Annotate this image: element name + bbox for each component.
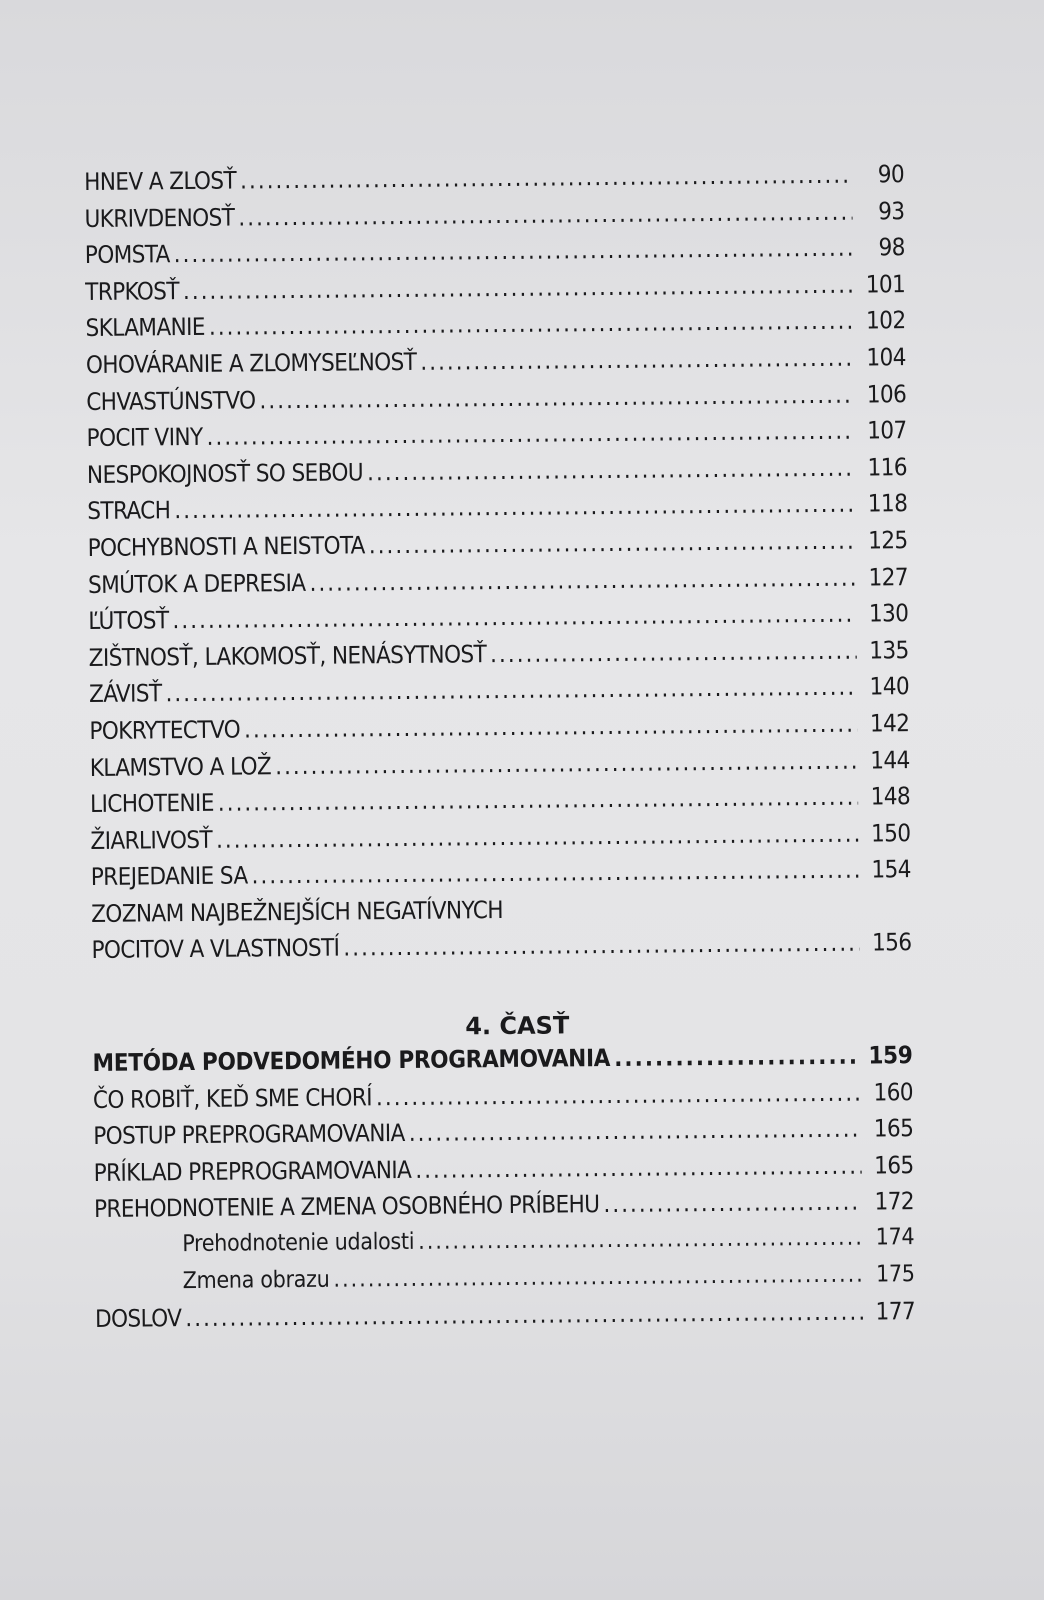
entry-page: 118 — [867, 489, 908, 518]
dot-leader — [206, 417, 854, 451]
dot-leader — [367, 453, 855, 486]
dot-leader — [238, 197, 852, 231]
table-of-contents — [84, 160, 915, 1342]
entry-title: LICHOTENIE — [89, 788, 214, 819]
entry-page: 175 — [875, 1260, 915, 1288]
entry-page: 150 — [870, 818, 911, 848]
entry-page: 148 — [870, 782, 911, 811]
entry-title: POSTUP PREPROGRAMOVANIA — [93, 1119, 405, 1151]
entry-page: 106 — [866, 379, 907, 409]
entry-title: POKRYTECTVO — [89, 715, 241, 745]
entry-page: 116 — [867, 452, 908, 482]
dot-leader — [172, 600, 856, 635]
entry-title: HNEV A ZLOSŤ — [84, 166, 237, 196]
entry-page: 154 — [871, 855, 911, 884]
entry-page: 160 — [873, 1077, 914, 1107]
dot-leader — [218, 783, 859, 817]
entry-page: 156 — [871, 928, 912, 957]
entry-title: OHOVÁRANIE A ZLOMYSEĽNOSŤ — [85, 347, 417, 379]
entry-title: Zmena obrazu — [182, 1266, 330, 1294]
entry-title: ZIŠTNOSŤ, LAKOMOSŤ, NENÁSYTNOSŤ — [88, 639, 487, 672]
dot-leader — [259, 380, 854, 414]
dot-leader — [343, 929, 859, 962]
entry-title: PRÍKLAD PREPROGRAMOVANIA — [93, 1155, 412, 1187]
entry-page: 165 — [874, 1150, 914, 1180]
dot-leader — [415, 1151, 862, 1183]
entry-page: 90 — [877, 160, 905, 189]
dot-leader — [174, 490, 855, 525]
entry-title: SMÚTOK A DEPRESIA — [87, 568, 306, 599]
entry-page: 172 — [874, 1187, 915, 1216]
dot-leader — [333, 1261, 862, 1292]
entry-title: Prehodnotenie udalosti — [182, 1228, 415, 1258]
entry-page: 101 — [865, 269, 906, 299]
dot-leader — [174, 234, 853, 269]
entry-page: 127 — [868, 562, 909, 592]
dot-leader — [165, 673, 857, 708]
entry-title: STRACH — [87, 496, 171, 526]
dot-leader — [603, 1188, 862, 1218]
entry-title: PREJEDANIE SA — [90, 861, 248, 892]
entry-page: 130 — [868, 599, 909, 628]
entry-title: DOSLOV — [94, 1304, 182, 1334]
entry-page: 174 — [875, 1224, 915, 1251]
entry-title: POCITOV A VLASTNOSTÍ — [91, 934, 340, 965]
dot-leader — [185, 1298, 863, 1333]
part-heading: 4. ČASŤ — [465, 1011, 570, 1041]
dot-leader — [418, 1225, 862, 1255]
dot-leader — [240, 161, 852, 195]
dot-leader — [251, 856, 858, 890]
entry-title: ĽÚTOSŤ — [88, 606, 169, 636]
dot-leader — [244, 710, 858, 744]
dot-leader — [216, 819, 859, 853]
entry-title: SKLAMANIE — [85, 313, 206, 343]
entry-title: KLAMSTVO A LOŽ — [89, 751, 272, 782]
entry-page: 142 — [869, 709, 910, 738]
entry-title: ŽIARLIVOSŤ — [90, 825, 213, 855]
entry-title: POMSTA — [84, 240, 170, 270]
dot-leader — [420, 344, 854, 376]
dot-leader — [376, 1078, 861, 1111]
entry-title: PREHODNOTENIE A ZMENA OSOBNÉHO PRÍBEHU — [93, 1190, 600, 1224]
toc-entry-line2 — [91, 929, 911, 973]
dot-leader — [409, 1115, 862, 1147]
entry-page: 98 — [878, 233, 905, 262]
entry-title: TRPKOSŤ — [85, 276, 180, 306]
entry-page: 93 — [878, 196, 905, 225]
entry-page: 135 — [869, 635, 909, 665]
entry-title: ZÁVISŤ — [88, 679, 162, 709]
toc-entry — [95, 1297, 915, 1341]
dot-leader — [614, 1042, 861, 1072]
entry-page: 140 — [869, 672, 910, 701]
entry-title: POCHYBNOSTI A NEISTOTA — [87, 531, 365, 562]
entry-page: 177 — [875, 1297, 916, 1326]
entry-page: 159 — [868, 1041, 913, 1070]
entry-page: 125 — [868, 526, 908, 555]
entry-title: NESPOKOJNOSŤ SO SEBOU — [86, 458, 364, 489]
entry-title: POCIT VINY — [86, 423, 203, 453]
entry-title: METÓDA PODVEDOMÉHO PROGRAMOVANIA — [92, 1044, 611, 1078]
dot-leader — [183, 270, 854, 304]
dot-leader — [490, 636, 857, 668]
entry-page: 144 — [870, 745, 910, 774]
dot-leader — [369, 527, 856, 560]
dot-leader — [275, 746, 858, 780]
entry-page: 165 — [873, 1114, 914, 1143]
dot-leader — [209, 307, 854, 341]
entry-title: CHVASTÚNSTVO — [86, 385, 256, 416]
entry-page: 107 — [867, 416, 907, 445]
entry-title: ZOZNAM NAJBEŽNEJŠÍCH NEGATÍVNYCH — [91, 895, 504, 928]
entry-page: 104 — [866, 343, 906, 372]
entry-title: ČO ROBIŤ, KEĎ SME CHORÍ — [92, 1082, 373, 1114]
entry-page: 102 — [865, 306, 906, 335]
dot-leader — [309, 563, 856, 596]
entry-title: UKRIVDENOSŤ — [84, 203, 235, 233]
